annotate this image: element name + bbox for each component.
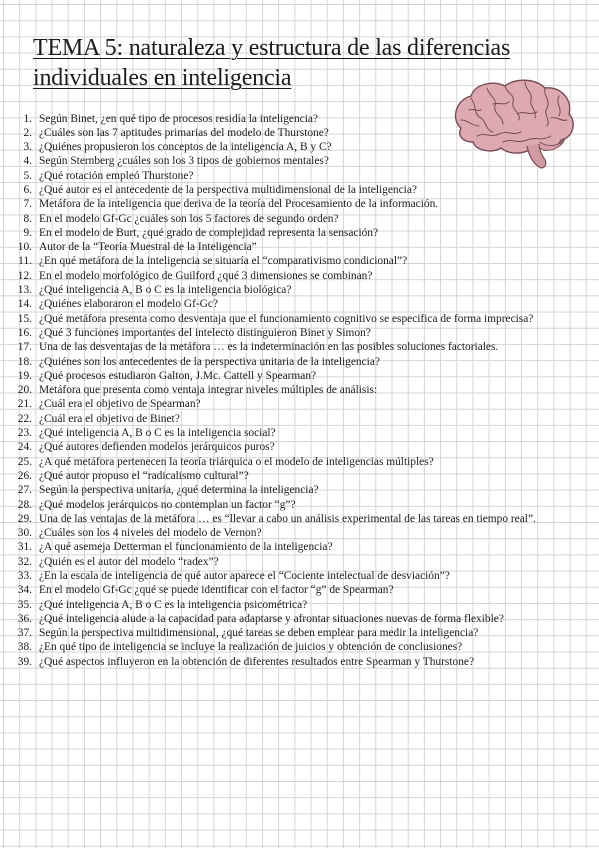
question-number: 23. [17, 427, 32, 440]
question-text: Según Sternberg ¿cuáles son los 3 tipos de gobiernos mentales? [39, 155, 329, 168]
question-number: 10. [17, 241, 32, 254]
question-text: ¿Qué autor es el antecedente de la perspectiva multidimensional de la inteligencia? [39, 183, 417, 196]
question-item [8, 226, 588, 240]
question-text: ¿Quiénes son los antecedentes de la perspectiva unitaria de la inteligencia? [39, 355, 380, 368]
question-text: En el modelo de Burt, ¿qué grado de complejidad representa la sensación? [39, 226, 379, 239]
question-text: ¿Qué autores defienden modelos jerárquicos puros? [39, 441, 275, 454]
question-text: ¿Qué autor propuso el “radicalismo cultural”? [39, 469, 249, 482]
question-text: ¿Qué inteligencia A, B o C es la inteligencia biológica? [39, 284, 292, 297]
question-item [8, 183, 588, 197]
question-item [8, 440, 588, 454]
question-text: ¿A qué metáfora pertenecen la teoría triárquica o el modelo de inteligencias múltiples? [39, 455, 434, 468]
question-item [8, 283, 588, 297]
question-number: 39. [17, 655, 32, 668]
question-text: ¿Cuál era el objetivo de Spearman? [39, 398, 201, 411]
question-text: Una de las ventajas de la metáfora … es “llevar a cabo un análisis experimental de las tareas en tiempo real”. [39, 512, 536, 525]
question-number: 1. [23, 112, 32, 125]
questions-list [8, 112, 588, 670]
question-number: 29. [17, 512, 32, 525]
question-item [8, 197, 588, 211]
question-text: ¿Qué metáfora presenta como desventaja que el funcionamiento cognitivo se especifica de forma imprecisa? [39, 312, 534, 325]
question-item [8, 140, 588, 154]
question-item [8, 540, 588, 554]
question-item [8, 112, 588, 126]
question-item [8, 626, 588, 640]
question-number: 14. [17, 298, 32, 311]
question-number: 30. [17, 527, 32, 540]
question-item [8, 340, 588, 354]
question-number: 33. [17, 570, 32, 582]
question-item [8, 355, 588, 369]
question-text: Autor de la “Teoría Muestral de la Inteligencia” [39, 241, 257, 254]
question-item [8, 397, 588, 411]
question-text: Según Binet, ¿en qué tipo de procesos residía la inteligencia? [39, 112, 318, 125]
question-item [8, 512, 588, 526]
question-item [8, 312, 588, 326]
question-item [8, 212, 588, 226]
question-number: 7. [23, 198, 32, 211]
question-text: Metáfora que presenta como ventaja integrar niveles múltiples de análisis: [39, 384, 378, 397]
question-item [8, 169, 588, 183]
question-number: 24. [17, 441, 32, 454]
question-item [8, 154, 588, 168]
question-number: 2. [23, 126, 32, 139]
question-text: ¿A qué asemeja Detterman el funcionamiento de la inteligencia? [39, 541, 333, 554]
question-number: 9. [23, 226, 32, 239]
question-number: 15. [17, 312, 32, 325]
question-number: 13. [17, 284, 32, 297]
question-item [8, 526, 588, 540]
question-number: 28. [17, 498, 32, 511]
question-text: ¿Cuál era el objetivo de Binet? [39, 412, 180, 425]
question-text: ¿En qué tipo de inteligencia se incluye la realización de juicios y obtención de conclusiones? [39, 641, 463, 654]
question-text: ¿Qué rotación empleó Thurstone? [39, 169, 194, 182]
question-number: 4. [23, 155, 32, 168]
question-number: 8. [23, 212, 32, 225]
question-text: En el modelo morfológico de Guilford ¿qué 3 dimensiones se combinan? [39, 269, 373, 282]
question-text: ¿En qué metáfora de la inteligencia se situaría el “comparativismo condicional”? [39, 255, 408, 268]
question-item [8, 326, 588, 340]
question-number: 19. [17, 369, 32, 382]
question-text: ¿Qué procesos estudiaron Galton, J.Mc. Cattell y Spearman? [39, 369, 317, 382]
question-item [8, 598, 588, 612]
question-text: ¿Qué 3 funciones importantes del intelecto distinguieron Binet y Simon? [39, 326, 371, 339]
question-number: 37. [17, 627, 32, 640]
question-number: 3. [23, 141, 32, 154]
question-item [8, 254, 588, 268]
question-text: ¿Quiénes propusieron los conceptos de la inteligencia A, B y C? [39, 141, 332, 154]
question-item [8, 555, 588, 569]
question-number: 17. [17, 341, 32, 354]
question-text: En el modelo Gf-Gc ¿qué se puede identificar con el factor “g” de Spearman? [39, 584, 394, 597]
question-number: 25. [17, 455, 32, 468]
question-number: 6. [23, 183, 32, 196]
question-item [8, 498, 588, 512]
question-text: En el modelo Gf-Gc ¿cuáles son los 5 factores de segundo orden? [39, 212, 339, 225]
question-number: 31. [17, 541, 32, 554]
question-item [8, 297, 588, 311]
question-text: ¿Cuáles son los 4 niveles del modelo de Vernon? [39, 527, 262, 540]
question-text: ¿Qué inteligencia A, B o C es la inteligencia social? [39, 427, 276, 440]
question-item [8, 240, 588, 254]
question-number: 27. [17, 484, 32, 497]
question-item [8, 269, 588, 283]
question-number: 12. [17, 269, 32, 282]
question-text: Según la perspectiva multidimensional, ¿qué tareas se deben emplear para medir la inteligencia? [39, 627, 479, 640]
question-item [8, 369, 588, 383]
question-item [8, 426, 588, 440]
question-text: ¿Cuáles son las 7 aptitudes primarias del modelo de Thurstone? [39, 126, 329, 139]
question-item [8, 383, 588, 397]
question-text: ¿Quién es el autor del modelo “radex”? [39, 555, 219, 568]
question-item [8, 569, 588, 583]
question-text: ¿Qué inteligencia A, B o C es la inteligencia psicométrica? [39, 598, 308, 611]
question-item [8, 455, 588, 469]
question-number: 20. [17, 384, 32, 397]
question-text: ¿Qué modelos jerárquicos no contemplan un factor “g”? [39, 498, 296, 511]
question-number: 5. [23, 169, 32, 182]
question-item [8, 126, 588, 140]
question-number: 32. [17, 555, 32, 568]
question-text: ¿Qué inteligencia alude a la capacidad para adaptarse y afrontar situaciones nuevas de forma flexible? [39, 612, 504, 625]
question-item [8, 483, 588, 497]
question-number: 18. [17, 355, 32, 368]
question-number: 21. [17, 398, 32, 411]
question-item [8, 612, 588, 626]
question-text: ¿Quiénes elaboraron el modelo Gf-Gc? [39, 298, 219, 311]
question-item [8, 469, 588, 483]
question-text: ¿En la escala de inteligencia de qué autor aparece el “Cociente intelectual de desviación”? [39, 570, 450, 582]
question-item [8, 640, 588, 654]
question-number: 34. [17, 584, 32, 597]
question-number: 26. [17, 469, 32, 482]
question-number: 38. [17, 641, 32, 654]
question-text: ¿Qué aspectos influyeron en la obtención de diferentes resultados entre Spearman y Thurstone? [39, 655, 475, 668]
question-item [8, 583, 588, 597]
question-text: Una de las desventajas de la metáfora … es la indeterminación en las posibles soluciones factoriales. [39, 341, 499, 354]
question-number: 22. [17, 412, 32, 425]
question-number: 11. [18, 255, 32, 268]
question-text: Metáfora de la inteligencia que deriva de la teoría del Procesamiento de la información. [39, 198, 439, 211]
page-title: TEMA 5: naturaleza y estructura de las diferencias individuales en inteligencia [33, 35, 511, 91]
question-text: Según la perspectiva unitaria, ¿qué determina la inteligencia? [39, 484, 319, 497]
question-item [8, 655, 588, 669]
question-number: 35. [17, 598, 32, 611]
question-item [8, 412, 588, 426]
question-number: 16. [17, 326, 32, 339]
question-number: 36. [17, 612, 32, 625]
